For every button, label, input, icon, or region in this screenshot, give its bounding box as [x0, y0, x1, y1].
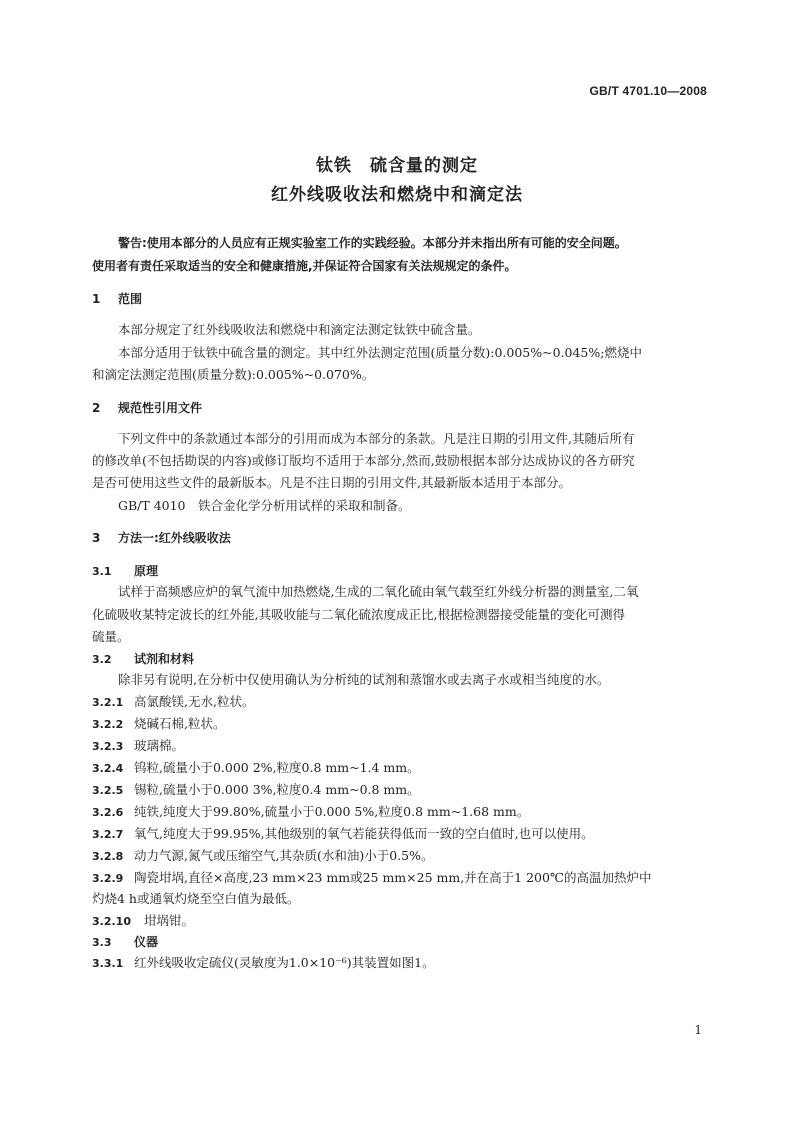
warning-line-2: 使用者有责任采取适当的安全和健康措施,并保证符合国家有关法规规定的条件。 [92, 259, 517, 273]
section-3-2-heading [92, 651, 704, 668]
s31-line-3: 硫量。 [92, 629, 130, 644]
s2-line-3: 是否可使用这些文件的最新版本。凡是不注日期的引用文件,其最新版本适用于本部分。 [92, 475, 571, 490]
s1-paragraph-2-line-2: 和滴定法测定范围(质量分数):0.005%~0.070%。 [92, 367, 375, 382]
s31-line-1: 试样于高频感应炉的氧气流中加热燃烧,生成的二氧化硫由氧气载至红外线分析器的测量室,二氧 [118, 584, 639, 599]
title-line-1 [0, 151, 794, 176]
section-3-heading [92, 530, 704, 546]
title-line-2: 红外线吸收法和燃烧中和滴定法 [271, 185, 523, 205]
section-3-number: 3 [92, 531, 101, 545]
section-1-heading [92, 291, 704, 307]
reagent-item: 3.2.7 氧气,纯度大于99.95%,其他级别的氧气若能获得低而一致的空白值时,也可以使用。 [92, 826, 594, 841]
section-2-heading [92, 400, 704, 416]
section-3-3-number: 3.3 [92, 936, 112, 949]
instrument-item: 3.3.1 红外线吸收定硫仪(灵敏度为1.0×10⁻⁶)其装置如图1。 [92, 955, 435, 970]
section-1-number: 1 [92, 292, 101, 306]
section-3-2-title: 试剂和材料 [134, 652, 195, 666]
standard-code: GB/T 4701.10—2008 [589, 84, 707, 98]
section-3-3-title: 仪器 [134, 935, 159, 949]
section-3-title: 方法一:红外线吸收法 [118, 531, 231, 545]
s2-reference: GB/T 4010 铁合金化学分析用试样的采取和制备。 [118, 498, 411, 513]
reagent-item: 3.2.3 玻璃棉。 [92, 738, 185, 753]
warning-line-1: 警告:使用本部分的人员应有正规实验室工作的实践经验。本部分并未指出所有可能的安全问题。 [118, 236, 627, 250]
s2-line-1: 下列文件中的条款通过本部分的引用而成为本部分的条款。凡是注日期的引用文件,其随后所有 [118, 431, 635, 446]
section-3-1-heading [92, 563, 704, 580]
section-3-1-title: 原理 [134, 564, 159, 578]
section-3-2-number: 3.2 [92, 653, 112, 666]
reagent-item-continuation: 灼烧4 h或通氧灼烧至空白值为最低。 [92, 891, 300, 906]
reagent-item: 3.2.8 动力气源,氮气或压缩空气,其杂质(水和油)小于0.5%。 [92, 848, 434, 863]
s2-line-2: 的修改单(不包括勘误的内容)或修订版均不适用于本部分,然而,鼓励根据本部分达成协议的各方研究 [92, 453, 635, 468]
section-2-title: 规范性引用文件 [118, 401, 203, 415]
reagent-item: 3.2.9 陶瓷坩埚,直径×高度,23 mm×23 mm或25 mm×25 mm,并在高于1 200℃的高温加热炉中 [92, 870, 652, 885]
s32-intro: 除非另有说明,在分析中仅使用确认为分析纯的试剂和蒸馏水或去离子水或相当纯度的水。 [118, 672, 610, 687]
reagent-item: 3.2.10 坩埚钳。 [92, 913, 195, 928]
page-number: 1 [694, 1023, 702, 1037]
reagent-item: 3.2.4 钨粒,硫量小于0.000 2%,粒度0.8 mm~1.4 mm。 [92, 760, 420, 775]
reagent-item: 3.2.6 纯铁,纯度大于99.80%,硫量小于0.000 5%,粒度0.8 mm~1.68 mm。 [92, 804, 530, 819]
s1-paragraph-1: 本部分规定了红外线吸收法和燃烧中和滴定法测定钛铁中硫含量。 [118, 322, 481, 337]
reagent-item: 3.2.5 锡粒,硫量小于0.000 3%,粒度0.4 mm~0.8 mm。 [92, 782, 420, 797]
title-part-a: 钛铁 [316, 156, 352, 176]
section-3-1-number: 3.1 [92, 565, 112, 578]
section-2-number: 2 [92, 401, 101, 415]
reagent-item: 3.2.1 高氯酸镁,无水,粒状。 [92, 694, 255, 709]
section-3-3-heading [92, 934, 704, 951]
title-part-b: 硫含量的测定 [370, 156, 478, 176]
s31-line-2: 化硫吸收某特定波长的红外能,其吸收能与二氧化硫浓度成正比,根据检测器接受能量的变化可测得 [92, 607, 625, 622]
reagent-item: 3.2.2 烧碱石棉,粒状。 [92, 716, 226, 731]
section-1-title: 范围 [118, 292, 143, 306]
s1-paragraph-2-line-1: 本部分适用于钛铁中硫含量的测定。其中红外法测定范围(质量分数):0.005%~0.045%;燃烧中 [118, 345, 642, 360]
